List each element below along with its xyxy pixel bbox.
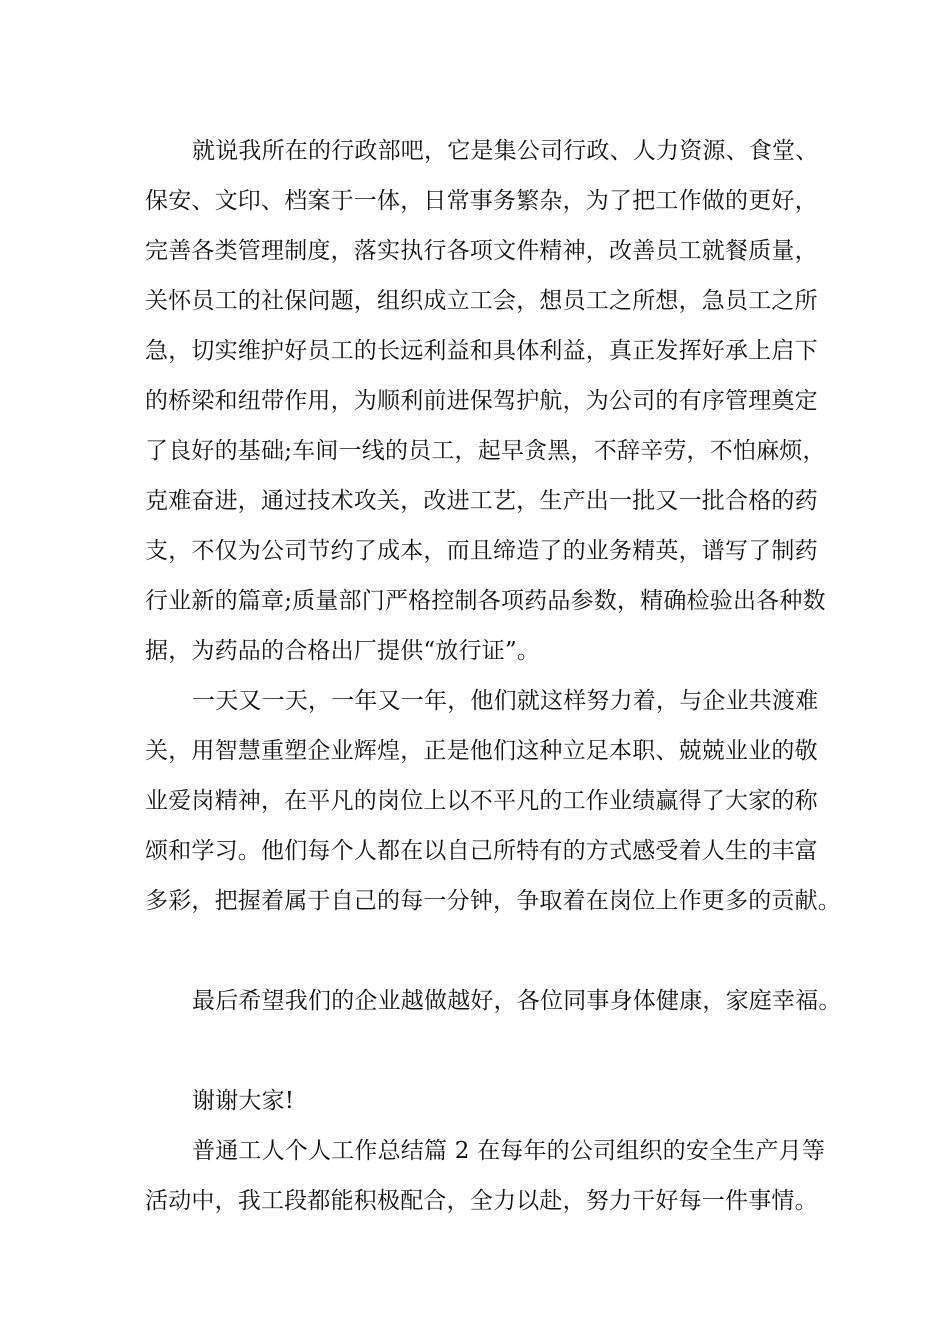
thanks-line: 谢谢大家! [192,1088,295,1114]
paragraph-line: 的桥梁和纽带作用，为顺利前进保驾护航，为公司的有序管理奠定 [145,388,818,414]
paragraph-line: 行业新的篇章;质量部门严格控制各项药品参数，精确检验出各种数 [145,588,826,614]
paragraph-line: 了良好的基础;车间一线的员工，起早贪黑，不辞辛劳，不怕麻烦， [145,438,826,464]
section-heading-line: 普通工人个人工作总结篇 2 在每年的公司组织的安全生产月等 [192,1138,826,1164]
paragraph-line: 完善各类管理制度，落实执行各项文件精神，改善员工就餐质量， [145,238,818,264]
paragraph-line: 保安、文印、档案于一体，日常事务繁杂，为了把工作做的更好， [145,188,818,214]
paragraph-line: 多彩，把握着属于自己的每一分钟，争取着在岗位上作更多的贡献。 [145,888,841,914]
paragraph-line: 就说我所在的行政部吧，它是集公司行政、人力资源、食堂、 [192,138,819,164]
paragraph-line: 急，切实维护好员工的长远利益和具体利益，真正发挥好承上启下 [145,338,818,364]
paragraph-line: 颂和学习。他们每个人都在以自己所特有的方式感受着人生的丰富 [145,838,818,864]
paragraph-line: 活动中，我工段都能积极配合，全力以赴，努力干好每一件事情。 [145,1188,818,1214]
paragraph-line: 支，不仅为公司节约了成本，而且缔造了的业务精英，谱写了制药 [145,538,818,564]
paragraph-line: 据，为药品的合格出厂提供“放行证”。 [145,638,541,664]
paragraph-line: 克难奋进，通过技术攻关，改进工艺，生产出一批又一批合格的药 [145,488,818,514]
closing-wish-line: 最后希望我们的企业越做越好，各位同事身体健康，家庭幸福。 [192,988,842,1014]
paragraph-line: 关怀员工的社保问题，组织成立工会，想员工之所想，急员工之所 [145,288,818,314]
paragraph-line: 业爱岗精神，在平凡的岗位上以不平凡的工作业绩赢得了大家的称 [145,788,818,814]
paragraph-line: 关，用智慧重塑企业辉煌，正是他们这种立足本职、兢兢业业的敬 [145,738,818,764]
paragraph-line: 一天又一天，一年又一年，他们就这样努力着，与企业共渡难 [192,688,819,714]
